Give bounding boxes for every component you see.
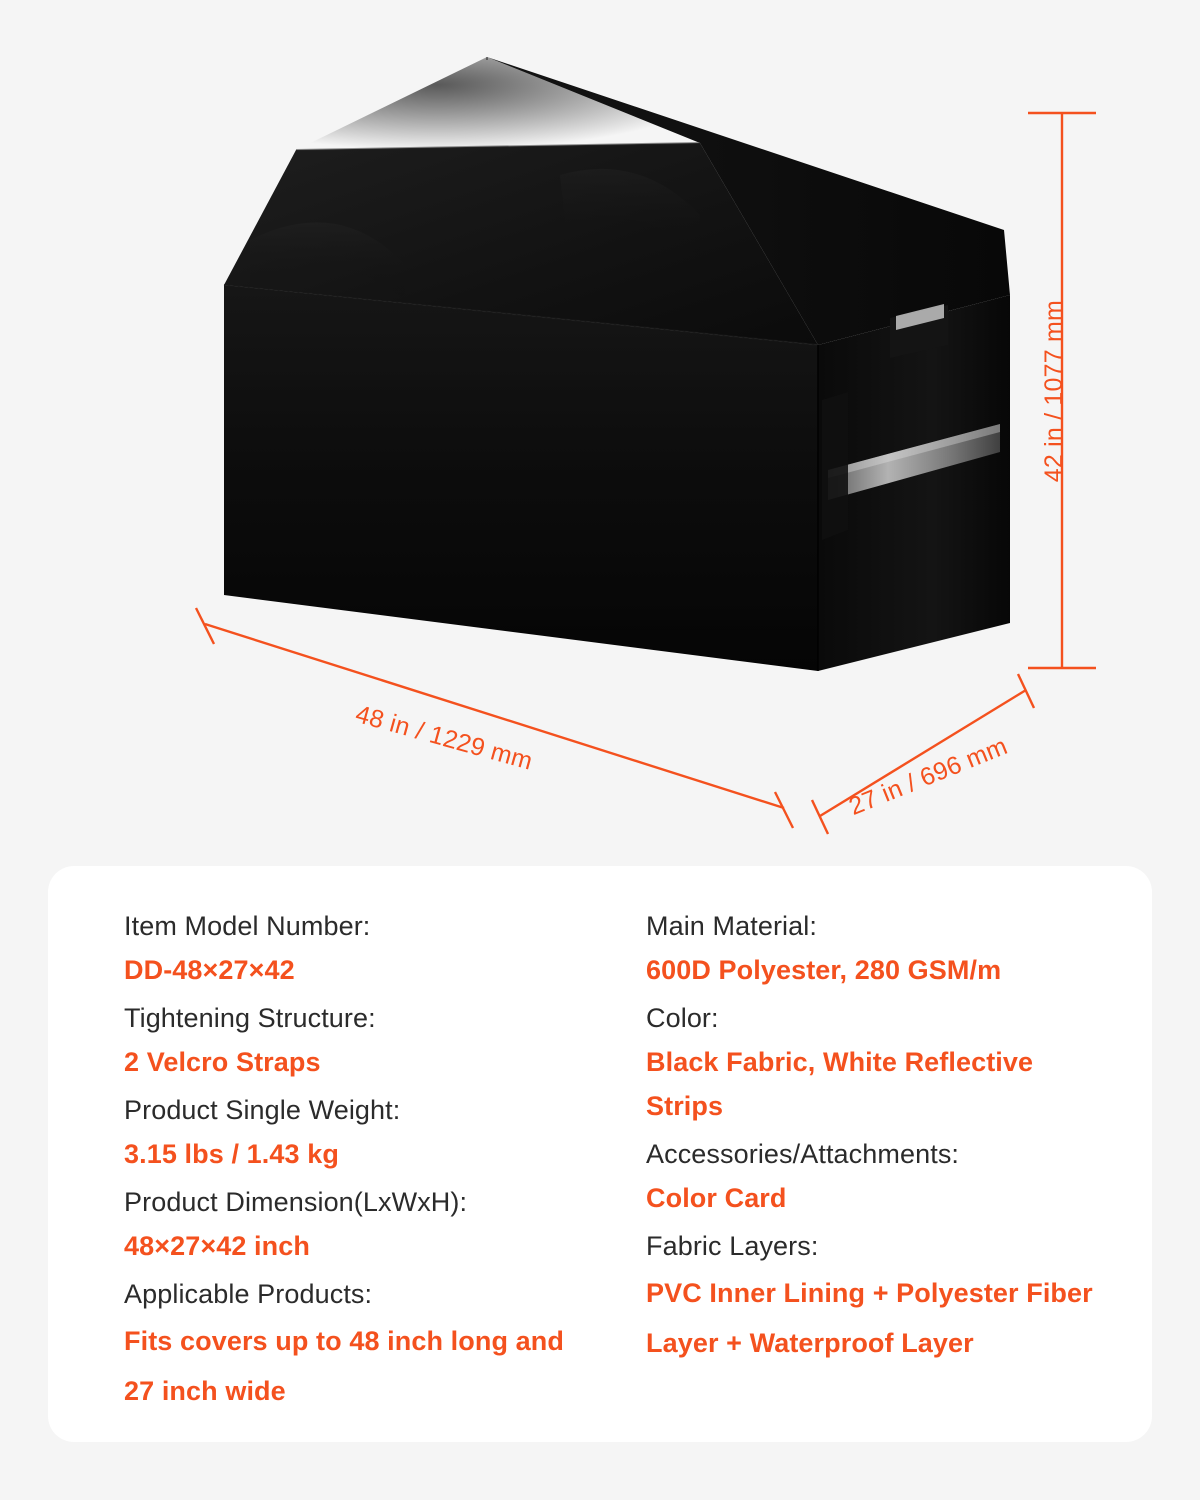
velcro-strap <box>822 392 848 540</box>
dimension-height-label: 42 in / 1077 mm <box>1040 300 1068 483</box>
spec-column-left <box>78 904 600 1412</box>
spec-label-accessories: Accessories/Attachments: <box>646 1139 960 1169</box>
dimension-depth-label: 27 in / 696 mm <box>845 732 1012 821</box>
dimension-width-label: 48 in / 1229 mm <box>352 700 536 776</box>
specification-card <box>48 866 1152 1442</box>
spec-label-main-material: Main Material: <box>646 911 817 941</box>
spec-label-single-weight: Product Single Weight: <box>124 1095 401 1125</box>
spec-value-single-weight: 3.15 lbs / 1.43 kg <box>124 1139 339 1169</box>
spec-label-model-number: Item Model Number: <box>124 911 371 941</box>
spec-column-right <box>600 904 1122 1412</box>
spec-value-product-dimension: 48×27×42 inch <box>124 1231 310 1261</box>
spec-label-fabric-layers: Fabric Layers: <box>646 1231 819 1261</box>
spec-label-color: Color: <box>646 1003 719 1033</box>
spec-value-model-number: DD-48×27×42 <box>124 955 295 985</box>
spec-value-main-material: 600D Polyester, 280 GSM/m <box>646 955 1002 985</box>
spec-label-product-dimension: Product Dimension(LxWxH): <box>124 1187 468 1217</box>
spec-value-applicable-products: Fits covers up to 48 inch long and 27 inch wide <box>124 1326 564 1406</box>
spec-label-tightening-structure: Tightening Structure: <box>124 1003 376 1033</box>
spec-value-tightening-structure: 2 Velcro Straps <box>124 1047 321 1077</box>
spec-value-fabric-layers: PVC Inner Lining + Polyester Fiber Layer + Waterproof Layer <box>646 1278 1093 1358</box>
spec-label-applicable-products: Applicable Products: <box>124 1279 373 1309</box>
spec-value-color: Black Fabric, White Reflective Strips <box>646 1047 1034 1121</box>
cover-body <box>224 57 1010 671</box>
spec-value-accessories: Color Card <box>646 1183 787 1213</box>
